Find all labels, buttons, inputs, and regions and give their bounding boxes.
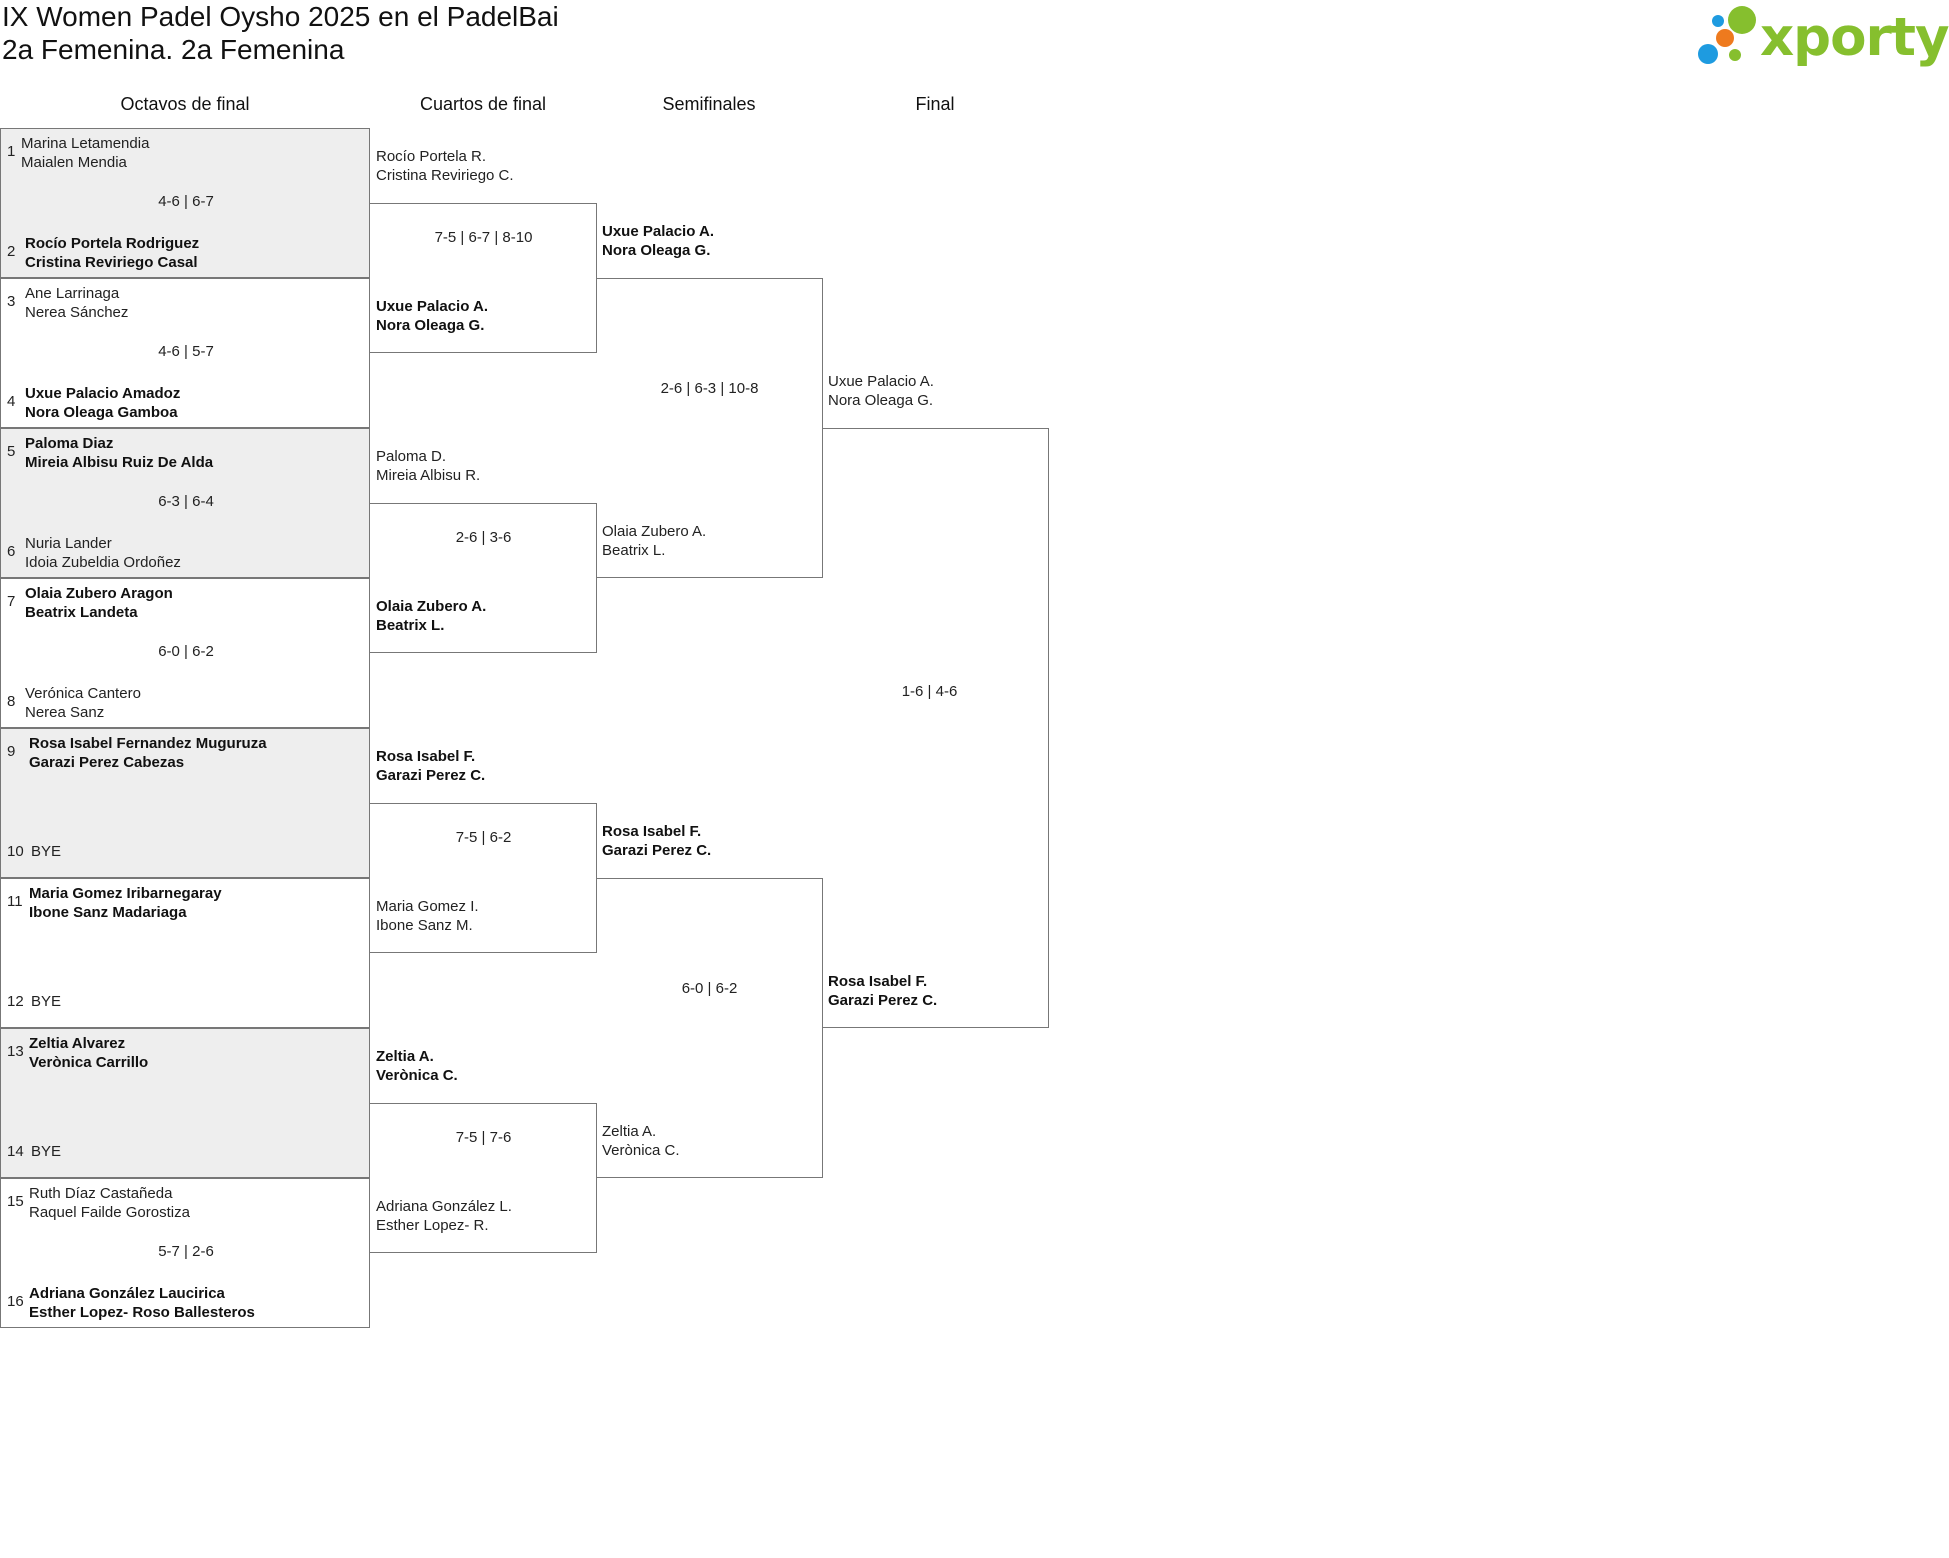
team-line: Rosa Isabel F. [376, 748, 476, 765]
team-line: Nora Oleaga G. [602, 242, 711, 259]
team-a[interactable] [25, 584, 173, 622]
match-octavos-6[interactable] [0, 878, 370, 1028]
cuartos-score: 7-5 | 6-2 [455, 829, 512, 846]
player-name: Raquel Failde Gorostiza [29, 1204, 190, 1221]
player-name: Ane Larrinaga [25, 285, 120, 302]
seed-number: 4 [7, 393, 16, 410]
match-octavos-8[interactable] [0, 1178, 370, 1328]
player-name: Uxue Palacio Amadoz [25, 385, 181, 402]
round-header-cuartos: Cuartos de final [419, 94, 547, 114]
player-name: Adriana González Laucirica [29, 1285, 225, 1302]
match-octavos-5[interactable] [0, 728, 370, 878]
final-score: 1-6 | 4-6 [901, 683, 958, 700]
cuartos-team-b[interactable] [376, 597, 486, 635]
player-name: Idoia Zubeldia Ordoñez [25, 554, 181, 571]
team-a[interactable] [29, 1034, 148, 1072]
team-line: Mireia Albisu R. [376, 467, 481, 484]
seed-number: 1 [7, 143, 16, 160]
player-name: Rosa Isabel Fernandez Muguruza [29, 735, 267, 752]
match-score: 4-6 | 6-7 [158, 193, 214, 210]
match-octavos-3[interactable] [0, 428, 370, 578]
seed-number: 16 [7, 1293, 24, 1310]
seed-number: 2 [7, 243, 16, 260]
logo-wordmark: xporty [1760, 7, 1949, 68]
cuartos-score: 2-6 | 3-6 [455, 529, 512, 546]
player-name: Rocío Portela Rodriguez [25, 235, 200, 252]
player-name: Ibone Sanz Madariaga [29, 904, 187, 921]
team-line: Rosa Isabel F. [602, 823, 702, 840]
semis-score: 6-0 | 6-2 [681, 980, 738, 997]
seed-number: 10 [7, 843, 24, 860]
cuartos-team-a[interactable] [376, 147, 514, 185]
player-name: Mireia Albisu Ruiz De Alda [25, 454, 214, 471]
connector-final [822, 428, 1049, 1028]
team-line: Beatrix L. [376, 617, 445, 634]
team-line: Zeltia A. [602, 1123, 657, 1140]
player-name: Nuria Lander [25, 535, 112, 552]
player-name: Esther Lopez- Roso Ballesteros [29, 1304, 255, 1321]
team-a[interactable] [25, 434, 213, 472]
team-line: Rosa Isabel F. [828, 973, 928, 990]
team-line: Adriana González L. [376, 1198, 512, 1215]
player-name: Cristina Reviriego Casal [25, 254, 198, 271]
player-name: Verònica Carrillo [29, 1054, 149, 1071]
match-octavos-1[interactable] [0, 128, 370, 278]
team-line: Beatrix L. [602, 542, 666, 559]
match-score: 6-0 | 6-2 [158, 643, 214, 660]
seed-number: 11 [7, 893, 23, 910]
player-name: Nora Oleaga Gamboa [25, 404, 178, 421]
player-name: Verónica Cantero [25, 685, 141, 702]
player-name: Nerea Sánchez [25, 304, 129, 321]
bye-label: BYE [31, 993, 62, 1010]
team-line: Rocío Portela R. [376, 148, 487, 165]
player-name: Maria Gomez Iribarnegaray [29, 885, 222, 902]
seed-number: 3 [7, 293, 16, 310]
semis-team-b[interactable] [602, 522, 706, 560]
bye-label: BYE [31, 1143, 62, 1160]
team-line: Garazi Perez C. [828, 992, 938, 1009]
team-line: Garazi Perez C. [602, 842, 712, 859]
seed-number: 5 [7, 443, 16, 460]
match-octavos-7[interactable] [0, 1028, 370, 1178]
team-line: Nora Oleaga G. [376, 317, 485, 334]
team-line: Uxue Palacio A. [376, 298, 488, 315]
player-name: Paloma Diaz [25, 435, 114, 452]
player-name: Zeltia Alvarez [29, 1035, 126, 1052]
round-header-semis: Semifinales [662, 94, 756, 114]
logo-dots-icon [1697, 4, 1767, 68]
team-b[interactable] [25, 384, 180, 422]
team-a[interactable] [21, 134, 149, 172]
team-line: Uxue Palacio A. [828, 373, 934, 390]
team-a[interactable] [29, 884, 222, 922]
team-a[interactable] [25, 284, 128, 322]
player-name: Beatrix Landeta [25, 604, 138, 621]
tournament-title: IX Women Padel Oysho 2025 en el PadelBai [2, 1, 559, 32]
team-a[interactable] [29, 734, 267, 772]
cuartos-team-b[interactable] [376, 1197, 512, 1235]
cuartos-team-b[interactable] [376, 897, 479, 935]
team-line: Verònica C. [602, 1142, 680, 1159]
cuartos-team-b[interactable] [376, 297, 488, 335]
player-name: Maialen Mendia [21, 154, 127, 171]
final-team-b[interactable] [828, 972, 937, 1010]
cuartos-team-a[interactable] [376, 447, 480, 485]
match-score: 4-6 | 5-7 [158, 343, 214, 360]
match-octavos-2[interactable] [0, 278, 370, 428]
team-line: Esther Lopez- R. [376, 1217, 489, 1234]
team-b[interactable] [25, 684, 141, 722]
player-name: Olaia Zubero Aragon [25, 585, 173, 602]
team-b[interactable] [25, 234, 199, 272]
cuartos-score: 7-5 | 6-7 | 8-10 [434, 229, 533, 246]
player-name: Ruth Díaz Castañeda [29, 1185, 173, 1202]
team-b[interactable] [29, 1284, 255, 1322]
player-name: Nerea Sanz [25, 704, 105, 721]
semis-score: 2-6 | 6-3 | 10-8 [660, 380, 759, 397]
round-header-final: Final [915, 94, 955, 114]
round-header-octavos: Octavos de final [120, 94, 250, 114]
match-octavos-4[interactable] [0, 578, 370, 728]
cuartos-team-a[interactable] [376, 1047, 458, 1085]
cuartos-team-a[interactable] [376, 747, 485, 785]
team-a[interactable] [29, 1184, 190, 1222]
bye-label: BYE [31, 843, 62, 860]
match-score: 5-7 | 2-6 [158, 1243, 214, 1260]
match-score: 6-3 | 6-4 [158, 493, 214, 510]
team-line: Nora Oleaga G. [828, 392, 934, 409]
team-line: Garazi Perez C. [376, 767, 486, 784]
team-line: Maria Gomez I. [376, 898, 479, 915]
team-line: Zeltia A. [376, 1048, 434, 1065]
seed-number: 12 [7, 993, 24, 1010]
semis-team-a[interactable] [602, 222, 714, 260]
final-team-a[interactable] [828, 372, 934, 410]
team-line: Olaia Zubero A. [602, 523, 707, 540]
team-line: Uxue Palacio A. [602, 223, 714, 240]
cuartos-score: 7-5 | 7-6 [455, 1129, 512, 1146]
seed-number: 6 [7, 543, 16, 560]
semis-team-a[interactable] [602, 822, 711, 860]
semis-team-b[interactable] [602, 1122, 680, 1160]
team-line: Paloma D. [376, 448, 447, 465]
team-line: Ibone Sanz M. [376, 917, 473, 934]
seed-number: 7 [7, 593, 16, 610]
team-line: Verònica C. [376, 1067, 458, 1084]
player-name: Garazi Perez Cabezas [29, 754, 185, 771]
seed-number: 9 [7, 743, 16, 760]
seed-number: 15 [7, 1193, 24, 1210]
xporty-logo[interactable] [1697, 4, 1949, 68]
seed-number: 13 [7, 1043, 24, 1060]
team-line: Cristina Reviriego C. [376, 167, 514, 184]
team-b[interactable] [25, 534, 181, 572]
player-name: Marina Letamendia [21, 135, 150, 152]
seed-number: 8 [7, 693, 16, 710]
team-line: Olaia Zubero A. [376, 598, 487, 615]
seed-number: 14 [7, 1143, 24, 1160]
category-title: 2a Femenina. 2a Femenina [2, 34, 345, 65]
